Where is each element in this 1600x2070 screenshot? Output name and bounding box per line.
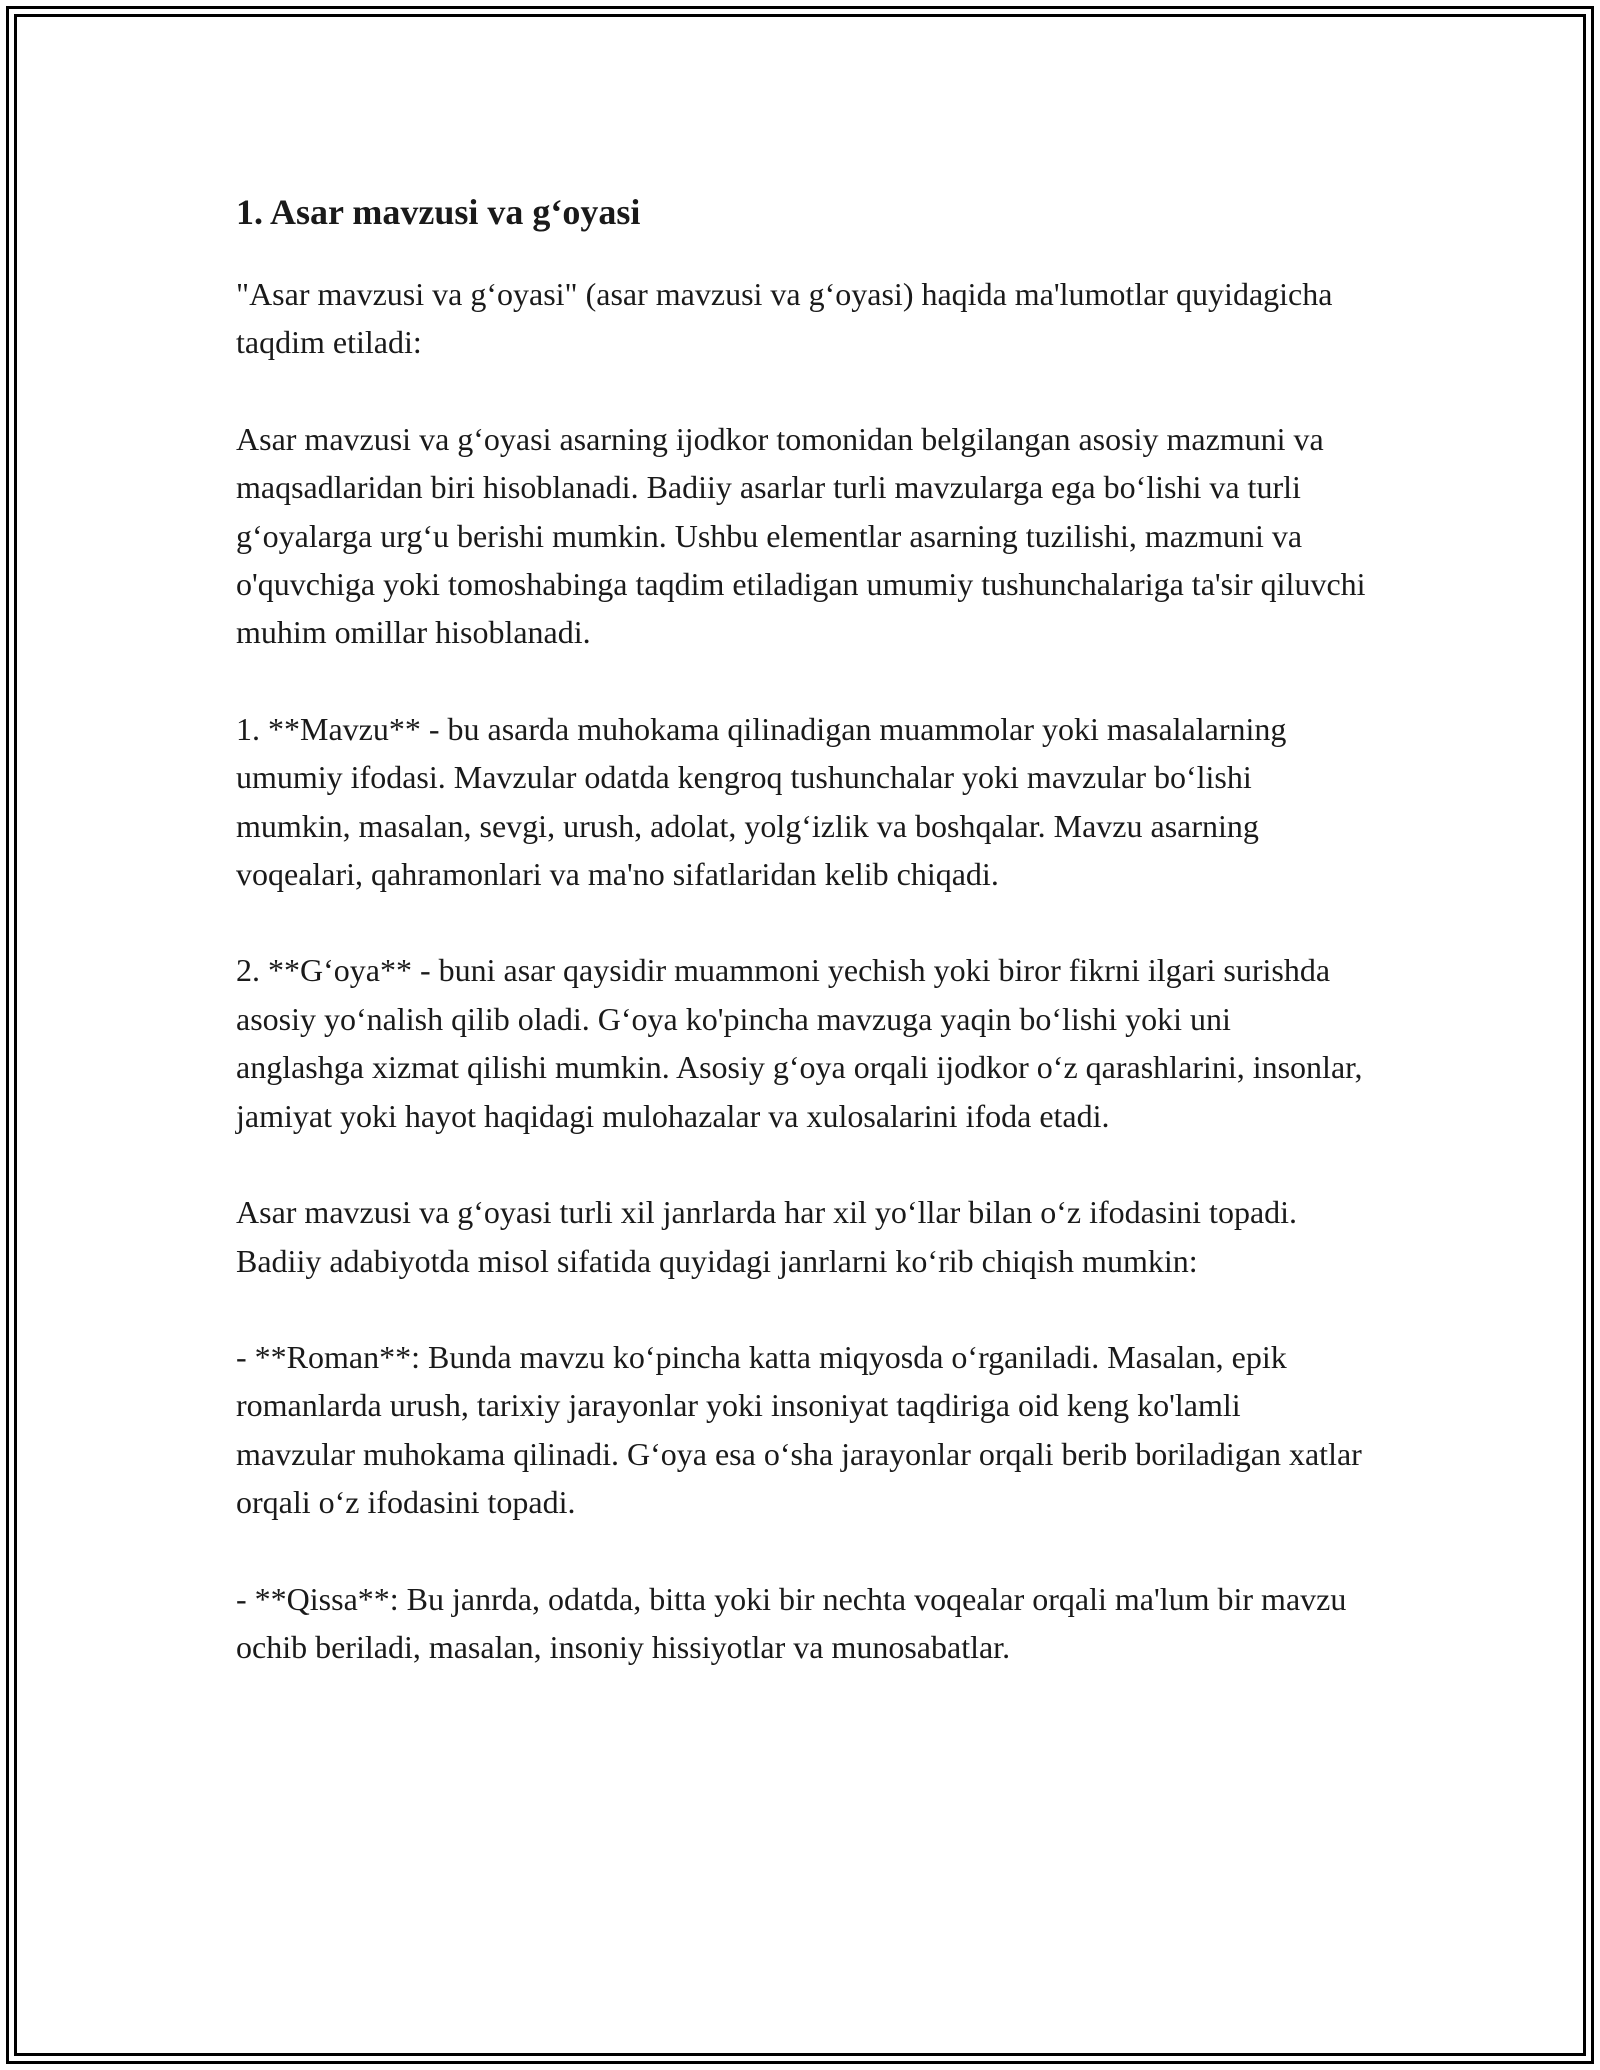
goya-paragraph: 2. **G‘oya** - buni asar qaysidir muammoni yechish yoki biror fikrni ilgari surishda asosiy yo‘nalish qilib oladi. G‘oya ko'pincha mavzuga yaqin bo‘lishi yoki uni anglashga xizmat qilishi mumkin. Asosiy g‘oya orqali ijodkor o‘z qarashlarini, insonlar, jamiyat yoki hayot haqidagi mulohazalar va xulosalarini ifoda etadi.: [236, 952, 1363, 1134]
definition-paragraph: Asar mavzusi va g‘oyasi asarning ijodkor tomonidan belgilangan asosiy mazmuni va maqsadlaridan biri hisoblanadi. Badiiy asarlar turli mavzularga ega bo‘lishi va turli g‘oyalarga urg‘u berishi mumkin. Ushbu elementlar asarning tuzilishi, mazmuni va o'quvchiga yoki tomoshabinga taqdim etiladigan umumiy tushunchalariga ta'sir qiluvchi muhim omillar hisoblanadi.: [236, 420, 1366, 651]
roman-paragraph: - **Roman**: Bunda mavzu ko‘pincha katta miqyosda o‘rganiladi. Masalan, epik romanlarda urush, tarixiy jarayonlar yoki insoniyat taqdiriga oid keng ko'lamli mavzular muhokama qilinadi. G‘oya esa o‘sha jarayonlar orqali berib boriladigan xatlar orqali o‘z ifodasini topadi.: [236, 1338, 1362, 1521]
section-heading: 1. Asar mavzusi va g‘oyasi: [236, 192, 641, 232]
mavzu-paragraph: 1. **Mavzu** - bu asarda muhokama qilinadigan muammolar yoki masalalarning umumiy ifodasi. Mavzular odatda kengroq tushunchalar yoki mavzular bo‘lishi mumkin, masalan, sevgi, urush, adolat, yolg‘izlik va boshqalar. Mavzu asarning voqealari, qahramonlari va ma'no sifatlaridan kelib chiqadi.: [236, 710, 1287, 893]
qissa-paragraph: - **Qissa**: Bu janrda, odatda, bitta yoki bir nechta voqealar orqali ma'lum bir mavzu ochib beriladi, masalan, insoniy hissiyotlar va munosabatlar.: [236, 1580, 1347, 1665]
genres-intro-paragraph: Asar mavzusi va g‘oyasi turli xil janrlarda har xil yo‘llar bilan o‘z ifodasini topadi. Badiiy adabiyotda misol sifatida quyidagi janrlarni ko‘rib chiqish mumkin:: [236, 1194, 1298, 1279]
intro-paragraph: "Asar mavzusi va g‘oyasi" (asar mavzusi va g‘oyasi) haqida ma'lumotlar quyidagicha taqdim etiladi:: [236, 276, 1333, 361]
document-body: [236, 188, 1366, 1719]
